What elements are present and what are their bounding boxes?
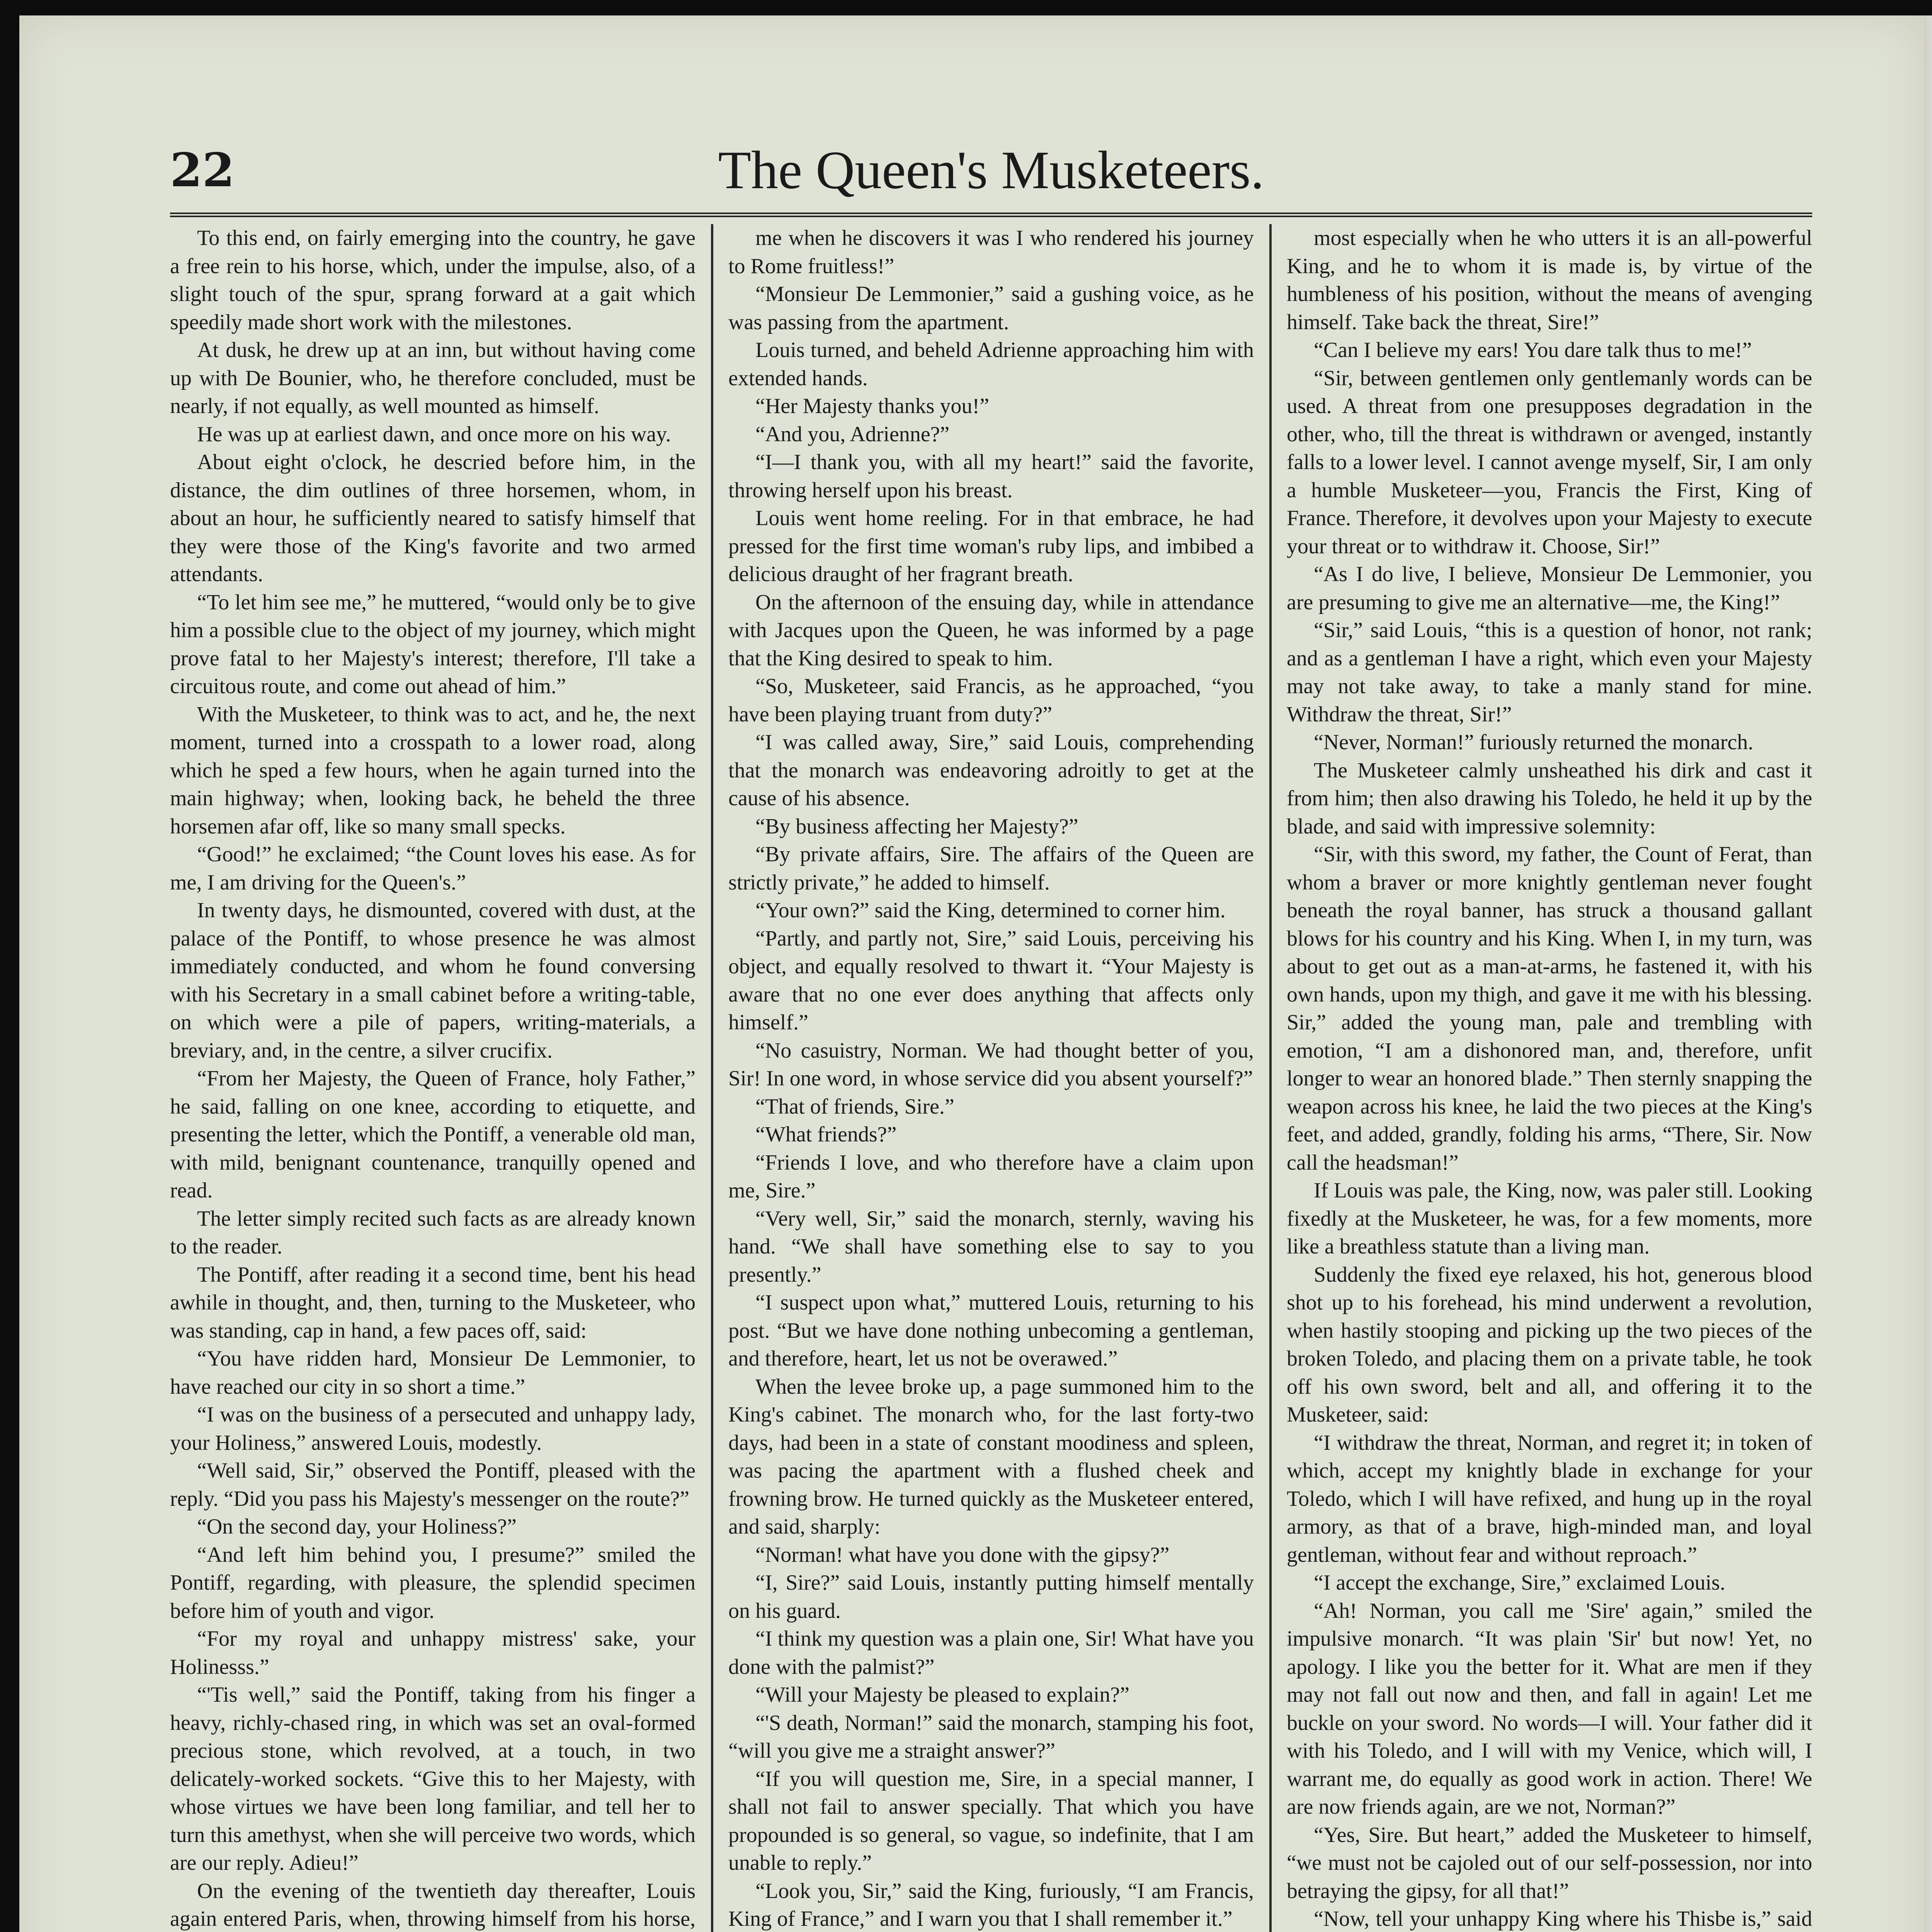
paragraph: “Partly, and partly not, Sire,” said Louis, perceiving his object, and equally resolved to thwart it. “Your Majesty is aware that no one ever does anything that affects only himself.” bbox=[728, 926, 1254, 1034]
paragraph: “Now, tell your unhappy King where his Thisbe is,” said bbox=[1314, 1907, 1812, 1931]
paragraph: “I think my question was a plain one, Sir! What have you done with the palmist?” bbox=[728, 1627, 1254, 1679]
paragraph: “'Tis well,” said the Pontiff, taking from his finger a heavy, richly-chased ring, in which was set an oval-formed precious stone, which revolved, at a touch, in two delicately-worked sockets. “Give this to her Majesty, with whose virtues we have been long familiar, and tell her to turn this amethyst, when she will perceive two words, which are our reply. Adieu!” bbox=[170, 1683, 696, 1875]
paragraph: “Norman! what have you done with the gipsy?” bbox=[755, 1543, 1170, 1567]
paragraph: “I was called away, Sire,” said Louis, comprehending that the monarch was endeavoring adroitly to get at the cause of his absence. bbox=[728, 730, 1254, 810]
page-header bbox=[170, 139, 1812, 217]
running-title: The Queen's Musketeers. bbox=[718, 140, 1264, 200]
paragraph: “I was on the business of a persecuted and unhappy lady, your Holiness,” answered Louis, modestly. bbox=[170, 1403, 696, 1455]
paragraph: “I suspect upon what,” muttered Louis, returning to his post. “But we have done nothing unbecoming a gentleman, and therefore, heart, let us not be overawed.” bbox=[728, 1291, 1254, 1371]
paragraph: Louis went home reeling. For in that embrace, he had pressed for the first time woman's ruby lips, and imbibed a delicious draught of her fragrant breath. bbox=[728, 506, 1254, 586]
paragraph: “Monsieur De Lemmonier,” said a gushing voice, as he was passing from the apartment. bbox=[728, 282, 1254, 334]
paragraph: On the afternoon of the ensuing day, while in attendance with Jacques upon the Queen, he was informed by a page that the King desired to speak to him. bbox=[728, 590, 1254, 670]
paragraph: On the evening of the twentieth day thereafter, Louis again entered Paris, when, throwing himself from his horse, bbox=[170, 1879, 696, 1931]
text-column-3 bbox=[1287, 224, 1812, 1932]
paragraph: “I—I thank you, with all my heart!” said the favorite, throwing herself upon his breast. bbox=[728, 450, 1254, 502]
page-number: 22 bbox=[170, 143, 235, 197]
paragraph: “Yes, Sire. But heart,” added the Musketeer to himself, “we must not be cajoled out of our self-possession, nor into betraying the gipsy, for all that!” bbox=[1287, 1823, 1812, 1903]
paragraph: “Very well, Sir,” said the monarch, sternly, waving his hand. “We shall have something else to say to you presently.” bbox=[728, 1206, 1254, 1287]
paragraph: “'S death, Norman!” said the monarch, stamping his foot, “will you give me a straight answer?” bbox=[728, 1711, 1254, 1763]
paragraph: “Sir,” said Louis, “this is a question of honor, not rank; and as a gentleman I have a right, which even your Majesty may not take away, to take a manly stand for mine. Withdraw the threat, Sir!” bbox=[1287, 618, 1812, 726]
paragraph: About eight o'clock, he descried before him, in the distance, the dim outlines of three horsemen, whom, in about an hour, he sufficiently neared to satisfy himself that they were those of the King's favorite and two armed attendants. bbox=[170, 450, 696, 586]
paragraph: “Sir, with this sword, my father, the Count of Ferat, than whom a braver or more knightly gentleman never fought beneath the royal banner, has struck a thousand gallant blows for his country and his King. When I, in my turn, was about to get out as a man-at-arms, he fastened it, with his own hands, upon my thigh, and gave it me with his blessing. Sir,” added the young man, pale and trembling with emotion, “I am a dishonored man, and, therefore, unfit longer to wear an honored blade.” Then sternly snapping the weapon across his knee, he laid the two pieces at the King's feet, and added, grandly, folding his arms, “There, Sir. Now call the headsman!” bbox=[1287, 842, 1812, 1175]
paragraph: He was up at earliest dawn, and once more on his way. bbox=[197, 422, 671, 446]
paragraph: “That of friends, Sire.” bbox=[755, 1094, 954, 1119]
paragraph: “What friends?” bbox=[755, 1122, 897, 1146]
paragraph: “Ah! Norman, you call me 'Sire' again,” smiled the impulsive monarch. “It was plain 'Sir' but now! Yet, no apology. I like you the better for it. What are men if they may not fall out now and then, and fall in again! Let me buckle on your sword. No words—I will. Your father did it with his Toledo, and I will with my Venice, which will, I warrant me, do equally as good work in action. There! We are now friends again, are we not, Norman?” bbox=[1287, 1599, 1812, 1819]
paragraph: Louis turned, and beheld Adrienne approaching him with extended hands. bbox=[728, 338, 1254, 390]
paragraph: “For my royal and unhappy mistress' sake, your Holinesss.” bbox=[170, 1627, 696, 1679]
paragraph: “Well said, Sir,” observed the Pontiff, pleased with the reply. “Did you pass his Majesty's messenger on the route?” bbox=[170, 1459, 696, 1511]
paragraph: “Never, Norman!” furiously returned the monarch. bbox=[1314, 730, 1753, 754]
paragraph: “By business affecting her Majesty?” bbox=[755, 814, 1078, 838]
paragraph: “By private affairs, Sire. The affairs of the Queen are strictly private,” he added to himself. bbox=[728, 842, 1254, 895]
paragraph: With the Musketeer, to think was to act, and he, the next moment, turned into a crosspath to a lower road, along which he sped a few hours, when he again turned into the main highway; when, looking back, he beheld the three horsemen afar off, like so many small specks. bbox=[170, 702, 696, 838]
paragraph: “Friends I love, and who therefore have a claim upon me, Sire.” bbox=[728, 1150, 1254, 1202]
paragraph: “From her Majesty, the Queen of France, holy Father,” he said, falling on one knee, according to etiquette, and presenting the letter, which the Pontiff, a venerable old man, with mild, benignant countenance, tranquilly opened and read. bbox=[170, 1066, 696, 1202]
paragraph: “If you will question me, Sire, in a special manner, I shall not fail to answer specially. That which you have propounded is so general, so vague, so indefinite, that I am unable to reply.” bbox=[728, 1767, 1254, 1875]
paragraph: “As I do live, I believe, Monsieur De Lemmonier, you are presuming to give me an alternative—me, the King!” bbox=[1287, 562, 1812, 614]
paragraph: “I, Sire?” said Louis, instantly putting himself mentally on his guard. bbox=[728, 1571, 1254, 1623]
paragraph: most especially when he who utters it is an all-powerful King, and he to whom it is made is, by virtue of the humbleness of his position, without the means of avenging himself. Take back the threat, Sire!” bbox=[1287, 226, 1812, 334]
paragraph: “Look you, Sir,” said the King, furiously, “I am Francis, King of France,” and I warn you that I shall remember it.” bbox=[728, 1879, 1254, 1931]
paragraph: To this end, on fairly emerging into the country, he gave a free rein to his horse, which, under the impulse, also, of a slight touch of the spur, sprang forward at a gait which speedily made short work with the milestones. bbox=[170, 226, 696, 334]
paragraph: Suddenly the fixed eye relaxed, his hot, generous blood shot up to his forehead, his mind underwent a revolution, when hastily stooping and picking up the two pieces of the broken Toledo, and placing them on a private table, he took off his own sword, belt and all, and offering it to the Musketeer, said: bbox=[1287, 1262, 1812, 1427]
text-columns bbox=[170, 224, 1812, 1932]
paragraph: “To let him see me,” he muttered, “would only be to give him a possible clue to the object of my journey, which might prove fatal to her Majesty's interest; therefore, I'll take a circuitous route, and come out ahead of him.” bbox=[170, 590, 696, 698]
paragraph: “Your own?” said the King, determined to corner him. bbox=[755, 898, 1226, 922]
paragraph: me when he discovers it was I who rendered his journey to Rome fruitless!” bbox=[728, 226, 1254, 278]
paragraph: When the levee broke up, a page summoned him to the King's cabinet. The monarch who, for the last forty-two days, had been in a state of constant moodiness and spleen, was pacing the apartment with a flushed cheek and frowning brow. He turned quickly as the Musketeer entered, and said, sharply: bbox=[728, 1374, 1254, 1539]
paragraph: “Her Majesty thanks you!” bbox=[755, 394, 989, 418]
text-column-2 bbox=[728, 224, 1254, 1932]
paragraph: “You have ridden hard, Monsieur De Lemmonier, to have reached our city in so short a time.” bbox=[170, 1347, 696, 1399]
paragraph: If Louis was pale, the King, now, was paler still. Looking fixedly at the Musketeer, he was, for a few moments, more like a breathless statute than a living man. bbox=[1287, 1179, 1812, 1259]
paragraph: “And you, Adrienne?” bbox=[755, 422, 950, 446]
column-rule bbox=[711, 224, 713, 1932]
paragraph: The letter simply recited such facts as are already known to the reader. bbox=[170, 1206, 696, 1259]
paragraph: “I accept the exchange, Sire,” exclaimed Louis. bbox=[1314, 1571, 1726, 1595]
paragraph: “Good!” he exclaimed; “the Count loves his ease. As for me, I am driving for the Queen's.” bbox=[170, 842, 696, 895]
column-rule bbox=[1269, 224, 1272, 1932]
paragraph: “Sir, between gentlemen only gentlemanly words can be used. A threat from one presupposes degradation in the other, who, till the threat is withdrawn or avenged, instantly falls to a lower level. I cannot avenge myself, Sir, I am only a humble Musketeer—you, Francis the First, King of France. Therefore, it devolves upon your Majesty to execute your threat or to withdraw it. Choose, Sir!” bbox=[1287, 366, 1812, 558]
paragraph: “No casuistry, Norman. We had thought better of you, Sir! In one word, in whose service did you absent yourself?” bbox=[728, 1038, 1254, 1090]
paragraph: The Pontiff, after reading it a second time, bent his head awhile in thought, and, then, turning to the Musketeer, who was standing, cap in hand, a few paces off, said: bbox=[170, 1262, 696, 1343]
paragraph: “I withdraw the threat, Norman, and regret it; in token of which, accept my knightly blade in exchange for your Toledo, which I will have refixed, and hung up in the royal armory, as that of a brave, high-minded man, and loyal gentleman, without fear and without reproach.” bbox=[1287, 1430, 1812, 1567]
page-edge bbox=[1924, 15, 1932, 1932]
paragraph: “Will your Majesty be pleased to explain?” bbox=[755, 1683, 1130, 1707]
paragraph: “So, Musketeer, said Francis, as he approached, “you have been playing truant from duty?” bbox=[728, 674, 1254, 726]
paragraph: “And left him behind you, I presume?” smiled the Pontiff, regarding, with pleasure, the splendid specimen before him of youth and vigor. bbox=[170, 1543, 696, 1623]
paragraph: The Musketeer calmly unsheathed his dirk and cast it from him; then also drawing his Toledo, he held it up by the blade, and said with impressive solemnity: bbox=[1287, 758, 1812, 838]
paragraph: In twenty days, he dismounted, covered with dust, at the palace of the Pontiff, to whose presence he was almost immediately conducted, and whom he found conversing with his Secretary in a small cabinet before a writing-table, on which were a pile of papers, writing-materials, a breviary, and, in the centre, a silver crucifix. bbox=[170, 898, 696, 1063]
paragraph: “On the second day, your Holiness?” bbox=[197, 1515, 517, 1539]
text-column-1 bbox=[170, 224, 696, 1932]
paragraph: At dusk, he drew up at an inn, but without having come up with De Bounier, who, he therefore concluded, must be nearly, if not equally, as well mounted as himself. bbox=[170, 338, 696, 418]
paragraph: “Can I believe my ears! You dare talk thus to me!” bbox=[1314, 338, 1752, 362]
